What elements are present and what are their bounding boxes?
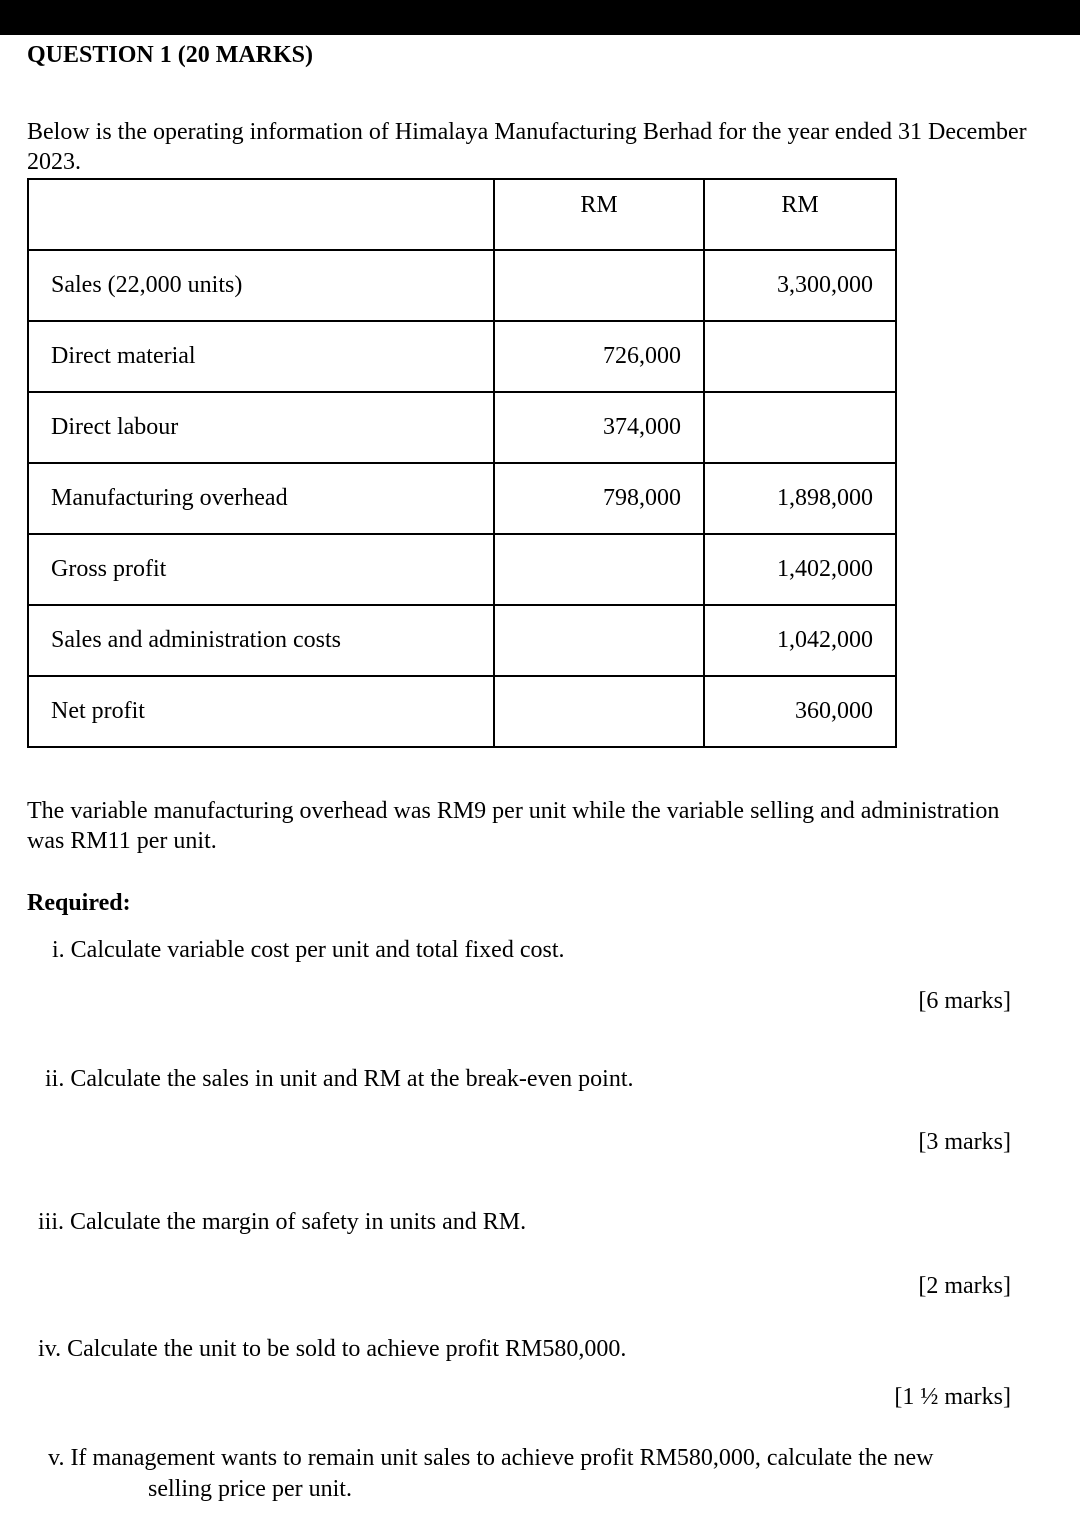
required-label: Required:: [27, 890, 131, 916]
cell: 1,402,000: [704, 534, 896, 605]
row-label: Gross profit: [28, 534, 494, 605]
question-ii: ii. Calculate the sales in unit and RM at the break-even point.: [45, 1066, 634, 1092]
cell: 3,300,000: [704, 250, 896, 321]
question-i: i. Calculate variable cost per unit and total fixed cost.: [52, 937, 565, 963]
cell: 726,000: [494, 321, 704, 392]
cell: 374,000: [494, 392, 704, 463]
intro-text: Below is the operating information of Himalaya Manufacturing Berhad for the year ended 31 December 2023.: [27, 119, 1027, 175]
question-iii: iii. Calculate the margin of safety in units and RM.: [38, 1209, 527, 1235]
row-label: Direct labour: [28, 392, 494, 463]
cell: [494, 676, 704, 747]
marks-iv: [1 ½ marks]: [894, 1384, 1011, 1410]
variable-overhead-paragraph: The variable manufacturing overhead was RM9 per unit while the variable selling and administration was RM11 per unit.: [27, 798, 1000, 854]
header-cell: [28, 179, 494, 250]
table-row: [28, 321, 896, 392]
row-label: Sales (22,000 units): [28, 250, 494, 321]
row-label: Sales and administration costs: [28, 605, 494, 676]
row-label: Manufacturing overhead: [28, 463, 494, 534]
header-cell: RM: [704, 179, 896, 250]
table-row: [28, 605, 896, 676]
row-label: Net profit: [28, 676, 494, 747]
cell: [704, 321, 896, 392]
table-row: [28, 463, 896, 534]
row-label: Direct material: [28, 321, 494, 392]
top-bar: [0, 0, 1080, 35]
marks-i: [6 marks]: [918, 988, 1011, 1014]
table-row: [28, 676, 896, 747]
cell: [494, 605, 704, 676]
cell: 798,000: [494, 463, 704, 534]
question-v: v. If management wants to remain unit sales to achieve profit RM580,000, calculate the new: [48, 1445, 934, 1471]
table-row: [28, 534, 896, 605]
cell: 1,898,000: [704, 463, 896, 534]
table-row: [28, 250, 896, 321]
table-row: [28, 392, 896, 463]
question-iv: iv. Calculate the unit to be sold to achieve profit RM580,000.: [38, 1336, 627, 1362]
cell: [494, 250, 704, 321]
cell: [494, 534, 704, 605]
operating-statement-table: [27, 178, 897, 748]
cell: 360,000: [704, 676, 896, 747]
marks-ii: [3 marks]: [918, 1129, 1011, 1155]
cell: [704, 392, 896, 463]
question-title: QUESTION 1 (20 MARKS): [27, 42, 314, 68]
question-v-continued: selling price per unit.: [148, 1476, 352, 1502]
marks-iii: [2 marks]: [918, 1273, 1011, 1299]
table-header-row: [28, 179, 896, 250]
cell: 1,042,000: [704, 605, 896, 676]
header-cell: RM: [494, 179, 704, 250]
